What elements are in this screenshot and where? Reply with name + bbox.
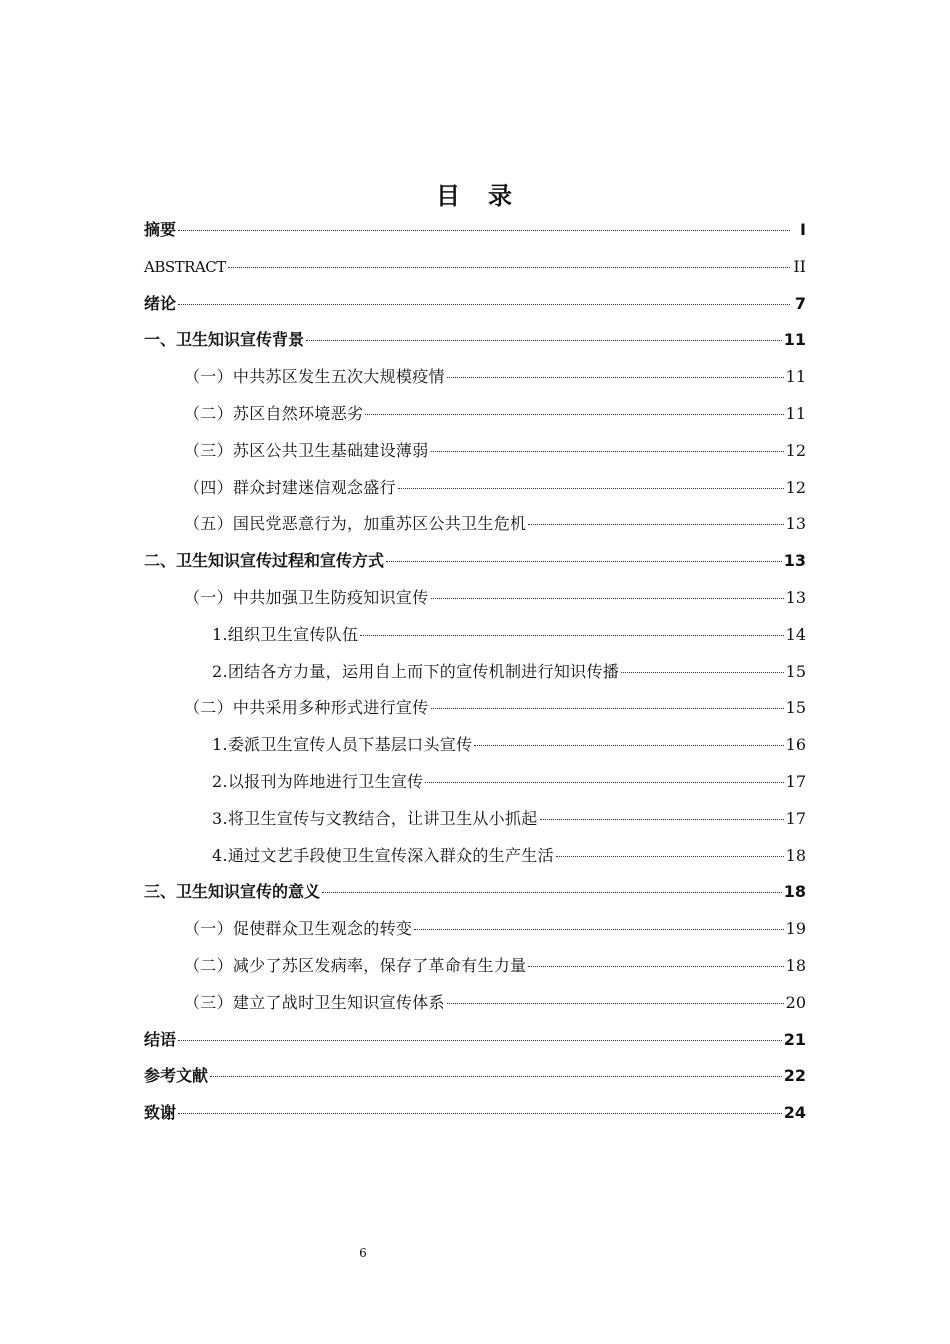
dot-leader [621, 672, 784, 673]
toc-entry-label: 二、卫生知识宣传过程和宣传方式 [144, 551, 385, 571]
dot-leader [322, 892, 782, 893]
toc-entry-section[interactable] [144, 911, 806, 948]
toc-entry-label: 1.组织卫生宣传队伍 [212, 624, 359, 644]
toc-title: 目 录 [436, 182, 514, 210]
toc-entry-label: 摘要 [144, 220, 177, 239]
toc-entry-label: （一）中共加强卫生防疫知识宣传 [184, 587, 429, 607]
dot-leader [431, 708, 784, 709]
toc-entry-page: 24 [783, 1103, 806, 1123]
toc-entry-label: （一）中共苏区发生五次大规模疫情 [184, 367, 445, 387]
toc-entry-label: （三）建立了战时卫生知识宣传体系 [184, 992, 445, 1012]
toc-entry-introduction[interactable] [144, 286, 806, 323]
toc-entry-page: 15 [785, 661, 806, 681]
toc-entry-label: （一）促使群众卫生观念的转变 [184, 919, 413, 939]
toc-entry-page: 13 [783, 551, 806, 571]
toc-entry-section[interactable] [144, 580, 806, 617]
dot-leader [447, 377, 784, 378]
toc-entry-label: （二）中共采用多种形式进行宣传 [184, 698, 429, 718]
toc-entry-section[interactable] [144, 396, 806, 433]
dot-leader [414, 929, 783, 930]
toc-entry-label: （二）苏区自然环境恶劣 [184, 403, 364, 423]
dot-leader [431, 598, 784, 599]
toc-entry-label: 三、卫生知识宣传的意义 [144, 882, 321, 902]
toc-entry-label: 3.将卫生宣传与文教结合，让讲卫生从小抓起 [212, 808, 538, 828]
toc-entry-page: 11 [783, 330, 806, 350]
dot-leader [528, 524, 783, 525]
dot-leader [447, 1003, 784, 1004]
dot-leader [431, 451, 784, 452]
dot-leader [528, 966, 783, 967]
toc-entry-label: 4.通过文艺手段使卫生宣传深入群众的生产生活 [212, 845, 554, 865]
toc-entry-page: 13 [785, 514, 806, 534]
toc-entry-label: 结语 [144, 1029, 177, 1049]
dot-leader [425, 782, 783, 783]
toc-entry-page: 12 [785, 440, 806, 460]
dot-leader [306, 340, 782, 341]
dot-leader [178, 1113, 782, 1114]
toc-entry-page: 18 [785, 845, 806, 865]
toc-entry-subsection[interactable] [144, 727, 806, 764]
toc-entry-page: 18 [785, 955, 806, 975]
toc-entry-page: 12 [785, 477, 806, 497]
toc-entry-page: 18 [783, 882, 806, 902]
toc-entry-label: 一、卫生知识宣传背景 [144, 330, 305, 350]
toc-entry-acknowledgements[interactable] [144, 1095, 806, 1132]
toc-entry-chapter-2[interactable] [144, 543, 806, 580]
toc-entry-page: 17 [785, 771, 806, 791]
toc-entry-label: （四）群众封建迷信观念盛行 [184, 477, 396, 497]
dot-leader [210, 1076, 782, 1077]
toc-entry-section[interactable] [144, 985, 806, 1022]
toc-entry-label: 2.以报刊为阵地进行卫生宣传 [212, 771, 424, 791]
dot-leader [228, 267, 790, 268]
toc-entry-chapter-1[interactable] [144, 322, 806, 359]
toc-entry-label: 1.委派卫生宣传人员下基层口头宣传 [212, 735, 473, 755]
dot-leader [365, 414, 783, 415]
table-of-contents [144, 212, 806, 1132]
dot-leader [540, 819, 784, 820]
dot-leader [386, 561, 782, 562]
toc-entry-references[interactable] [144, 1058, 806, 1095]
toc-entry-label: （二）减少了苏区发病率，保存了革命有生力量 [184, 955, 527, 975]
toc-entry-section[interactable] [144, 948, 806, 985]
toc-entry-abstract-cn[interactable] [144, 212, 806, 249]
toc-entry-page: 7 [794, 293, 806, 313]
toc-entry-page: 21 [783, 1029, 806, 1049]
toc-entry-page: 19 [785, 919, 806, 939]
toc-entry-page: 17 [785, 808, 806, 828]
toc-entry-subsection[interactable] [144, 764, 806, 801]
toc-entry-abstract-en[interactable] [144, 249, 806, 286]
toc-entry-label: （三）苏区公共卫生基础建设薄弱 [184, 440, 429, 460]
page-number: 6 [359, 1246, 367, 1260]
toc-entry-page: 11 [785, 367, 806, 387]
dot-leader [398, 488, 784, 489]
toc-entry-label: ABSTRACT [144, 257, 226, 276]
toc-entry-subsection[interactable] [144, 617, 806, 654]
toc-entry-page: 16 [785, 735, 806, 755]
toc-entry-conclusion[interactable] [144, 1022, 806, 1059]
dot-leader [178, 304, 790, 305]
dot-leader [360, 635, 783, 636]
toc-entry-section[interactable] [144, 470, 806, 507]
dot-leader [178, 230, 790, 231]
toc-entry-section[interactable] [144, 506, 806, 543]
toc-entry-label: 参考文献 [144, 1066, 209, 1086]
dot-leader [556, 856, 784, 857]
toc-entry-section[interactable] [144, 433, 806, 470]
toc-entry-page: 13 [785, 587, 806, 607]
toc-entry-page: II [793, 256, 806, 276]
toc-entry-subsection[interactable] [144, 838, 806, 875]
toc-entry-label: 绪论 [144, 293, 177, 313]
dot-leader [474, 745, 783, 746]
toc-entry-section[interactable] [144, 690, 806, 727]
toc-entry-page: 15 [785, 698, 806, 718]
toc-entry-chapter-3[interactable] [144, 874, 806, 911]
toc-entry-page: 22 [783, 1066, 806, 1086]
toc-entry-label: 致谢 [144, 1103, 177, 1123]
toc-entry-page: 20 [785, 992, 806, 1012]
toc-entry-page: I [800, 220, 806, 239]
toc-entry-page: 11 [785, 403, 806, 423]
toc-entry-page: 14 [785, 624, 806, 644]
toc-entry-section[interactable] [144, 359, 806, 396]
dot-leader [178, 1040, 782, 1041]
toc-entry-subsection[interactable] [144, 654, 806, 691]
toc-entry-label: 2.团结各方力量，运用自上而下的宣传机制进行知识传播 [212, 661, 620, 681]
toc-entry-label: （五）国民党恶意行为，加重苏区公共卫生危机 [184, 514, 527, 534]
toc-entry-subsection[interactable] [144, 801, 806, 838]
